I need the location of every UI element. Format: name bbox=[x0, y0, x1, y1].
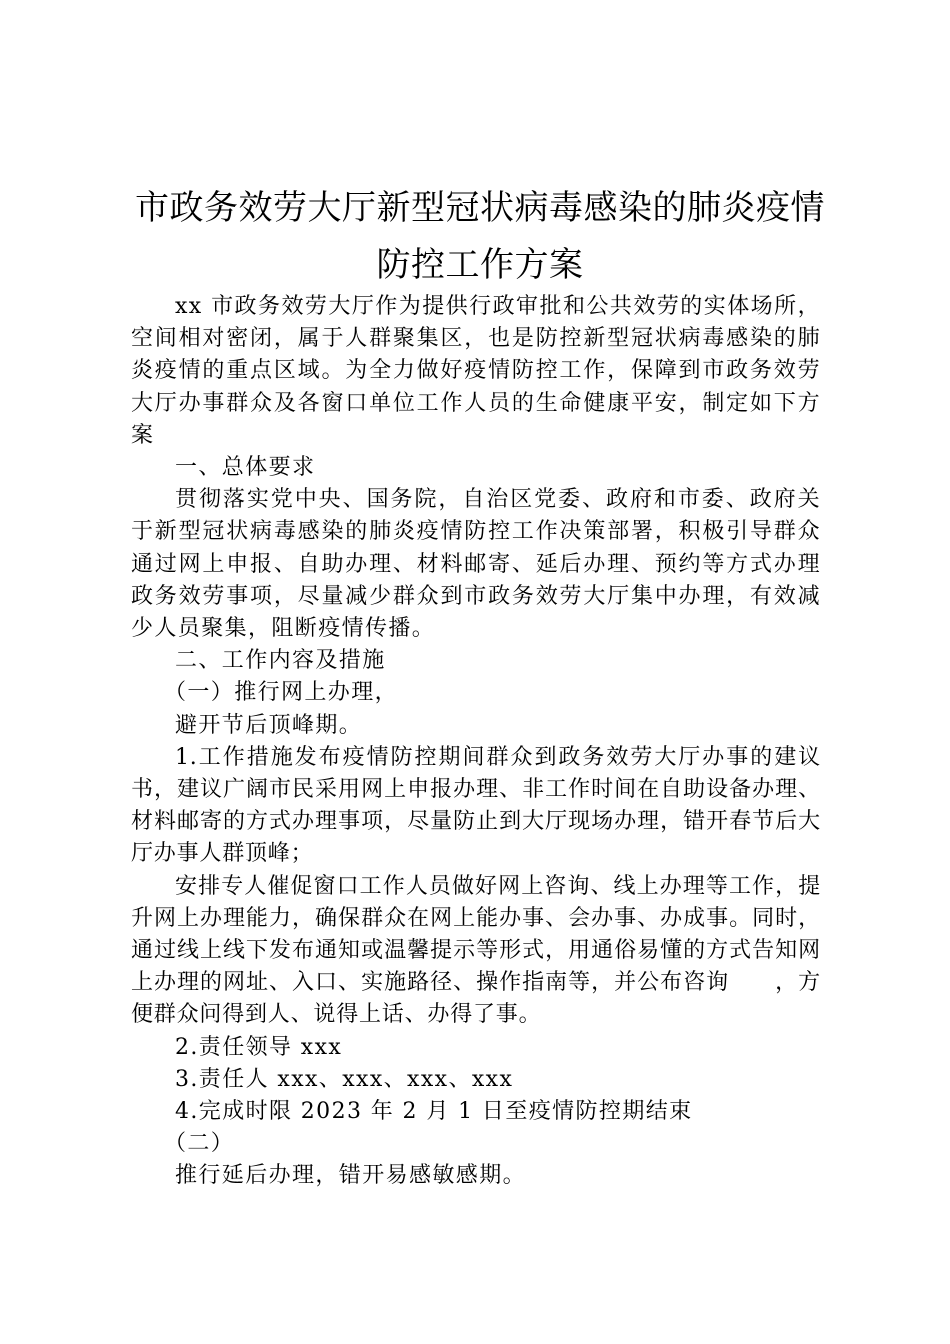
general-requirements-paragraph: 贯彻落实党中央、国务院，自治区党委、政府和市委、政府关于新型冠状病毒感染的肺炎疫情防控工作决策部署，积极引导群众通过网上申报、自助办理、材料邮寄、延后办理、预约等方式办理政务效劳事项，尽量减少群众到市政务效劳大厅集中办理，有效减少人员聚集，阻断疫情传播。 bbox=[131, 487, 821, 642]
document-body bbox=[131, 291, 821, 1193]
subsection-2-text: 推行延后办理，错开易感敏感期。 bbox=[175, 1163, 527, 1189]
responsible-persons: 3.责任人 xxx、xxx、xxx、xxx bbox=[175, 1066, 514, 1092]
completion-deadline: 4.完成时限 2023 年 2 月 1 日至疫情防控期结束 bbox=[175, 1099, 693, 1125]
intro-paragraph: xx 市政务效劳大厅作为提供行政审批和公共效劳的实体场所，空间相对密闭，属于人群聚集区，也是防控新型冠状病毒感染的肺炎疫情的重点区域。为全力做好疫情防控工作，保障到市政务效劳大厅办事群众及各窗口单位工作人员的生命健康平安，制定如下方案 bbox=[131, 294, 821, 448]
section-heading-work-content: 二、工作内容及措施 bbox=[175, 648, 386, 674]
subsection-heading-2: （二） bbox=[164, 1131, 235, 1157]
document-title-line-2: 防控工作方案 bbox=[376, 245, 584, 285]
document-title-line-1: 市政务效劳大厅新型冠状病毒感染的肺炎疫情 bbox=[135, 188, 825, 228]
subsection-heading-online: （一）推行网上办理， bbox=[164, 680, 399, 706]
responsible-leader: 2.责任领导 xxx bbox=[175, 1034, 343, 1060]
measure-detail-paragraph: 安排专人催促窗口工作人员做好网上咨询、线上办理等工作，提升网上办理能力，确保群众在网上能办事、会办事、办成事。同时，通过线上线下发布通知或温馨提示等形式，用通俗易懂的方式告知网上办理的网址、入口、实施路径、操作指南等，并公布咨询 ，方便群众问得到人、说得上话、办得了事。 bbox=[131, 873, 821, 1028]
section-heading-general-requirements: 一、总体要求 bbox=[175, 455, 316, 481]
measure-item-1: 1.工作措施发布疫情防控期间群众到政务效劳大厅办事的建议书，建议广阔市民采用网上申报办理、非工作时间在自助设备办理、材料邮寄的方式办理事项，尽量防止到大厅现场办理，错开春节后大厅办事人群顶峰； bbox=[131, 744, 821, 867]
subsection-heading-online-cont: 避开节后顶峰期。 bbox=[175, 712, 363, 738]
